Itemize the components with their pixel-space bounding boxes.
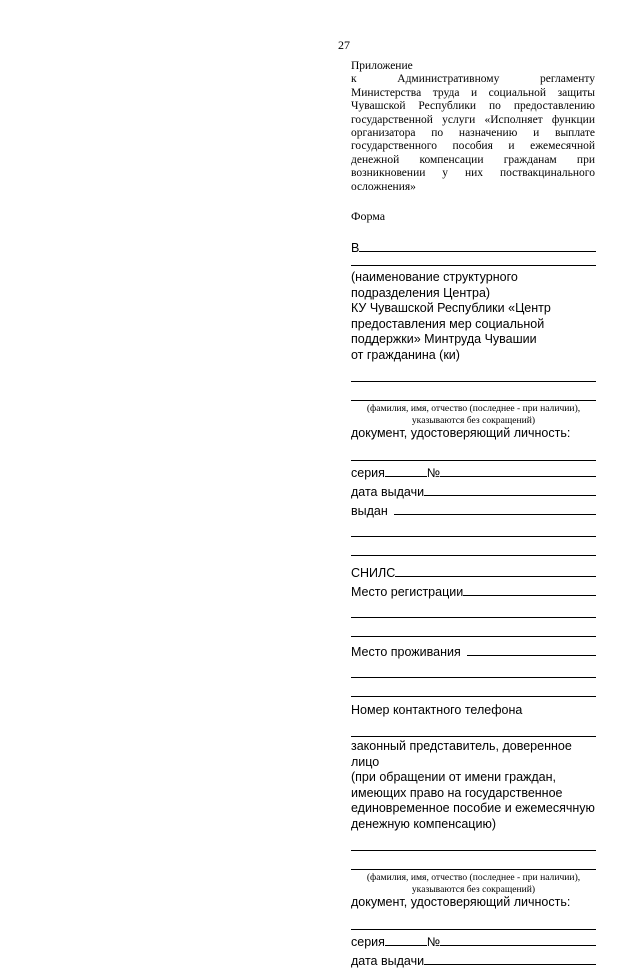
representative-series-row [351,930,596,949]
applicant-fio-caption: указываются без сокращений) [411,414,536,426]
from-citizen-label: от гражданина (ки) [351,347,460,362]
series-field[interactable] [385,945,427,946]
representative-fio-caption: указываются без сокращений) [411,883,536,895]
applicant-series-row [351,461,596,480]
snils-label: СНИЛС [351,565,396,580]
applicant-fio-caption: (фамилия, имя, отчество (последнее - при наличии), [366,403,581,414]
appendix-title: Приложение [351,60,413,72]
issued-by-field-2[interactable] [351,518,596,537]
issued-by-field-3[interactable] [351,537,596,556]
appendix-line: возникновении у них поствакцинального [351,167,595,180]
recipient-field[interactable] [359,251,596,252]
issue-date-label: дата выдачи [351,484,425,499]
registration-row [351,580,596,599]
representative-fio-field-2[interactable] [351,851,596,870]
appendix-last-line: осложнения» [351,180,416,193]
issued-by-field[interactable] [394,514,596,515]
center-name-line: КУ Чувашской Республики «Центр [351,301,551,315]
center-name-line: поддержки» Минтруда Чувашии [351,332,537,346]
to-prefix: В [351,241,360,255]
appendix-line: Министерства труда и социальной защиты [351,86,595,99]
registration-label: Место регистрации [351,584,464,599]
appendix-line: государственной услуги «Исполняет функции [351,113,595,126]
representative-text: (при обращении от имени граждан, [351,770,556,784]
recipient-row [351,236,596,255]
recipient-caption: подразделения Центра) [351,285,491,300]
phone-label: Номер контактного телефона [351,702,523,717]
representative-text: имеющих право на государственное [351,785,563,800]
applicant-fio-field-2[interactable] [351,382,596,401]
series-field[interactable] [385,476,427,477]
representative-fio-caption: (фамилия, имя, отчество (последнее - при наличии), [366,872,581,883]
appendix-line: денежной компенсации гражданам при [351,153,595,166]
number-label: № [426,934,441,949]
residence-field-3[interactable] [351,678,596,697]
residence-label: Место проживания [351,644,461,659]
center-name-line: предоставления мер социальной [351,316,545,331]
residence-field-2[interactable] [351,659,596,678]
issue-date-field[interactable] [424,495,596,496]
appendix-line: Чувашской Республики по предоставлению [351,100,595,113]
recipient-caption: (наименование структурного [351,270,518,284]
appendix-block [351,60,595,194]
applicant-issue-date-row [351,480,596,499]
number-field[interactable] [440,945,596,946]
appendix-line: государственного пособия и ежемесячной [351,140,595,153]
representative-fio-field[interactable] [351,832,596,851]
form-label: Форма [351,209,386,223]
residence-field[interactable] [467,655,596,656]
appendix-line: организатора по назначению и выплате [351,127,595,140]
registration-field-2[interactable] [351,599,596,618]
applicant-issued-by-row [351,499,596,518]
series-label: серия [351,465,385,480]
applicant-document-field[interactable] [351,442,596,461]
representative-text: законный представитель, доверенное лицо [351,739,572,769]
residence-row [351,637,596,659]
applicant-fio-field[interactable] [351,363,596,382]
series-label: серия [351,934,385,949]
representative-text: денежную компенсацию) [351,816,496,831]
application-form [351,236,596,968]
representative-issue-date-row [351,949,596,968]
snils-field[interactable] [395,576,596,577]
page-number: 27 [338,38,350,52]
issue-date-field[interactable] [424,964,596,965]
representative-document-field[interactable] [351,911,596,930]
representative-text: единовременное пособие и ежемесячную [351,801,595,815]
applicant-document-label: документ, удостоверяющий личность: [351,426,571,440]
registration-field-3[interactable] [351,618,596,637]
issued-by-label: выдан [351,503,388,518]
issue-date-label: дата выдачи [351,953,425,968]
number-field[interactable] [440,476,596,477]
snils-row [351,556,596,580]
phone-field[interactable] [351,718,596,737]
registration-field[interactable] [463,595,596,596]
recipient-field-2[interactable] [351,255,596,266]
appendix-line: к Административному регламенту [351,73,595,86]
number-label: № [426,465,441,480]
representative-document-label: документ, удостоверяющий личность: [351,895,571,909]
